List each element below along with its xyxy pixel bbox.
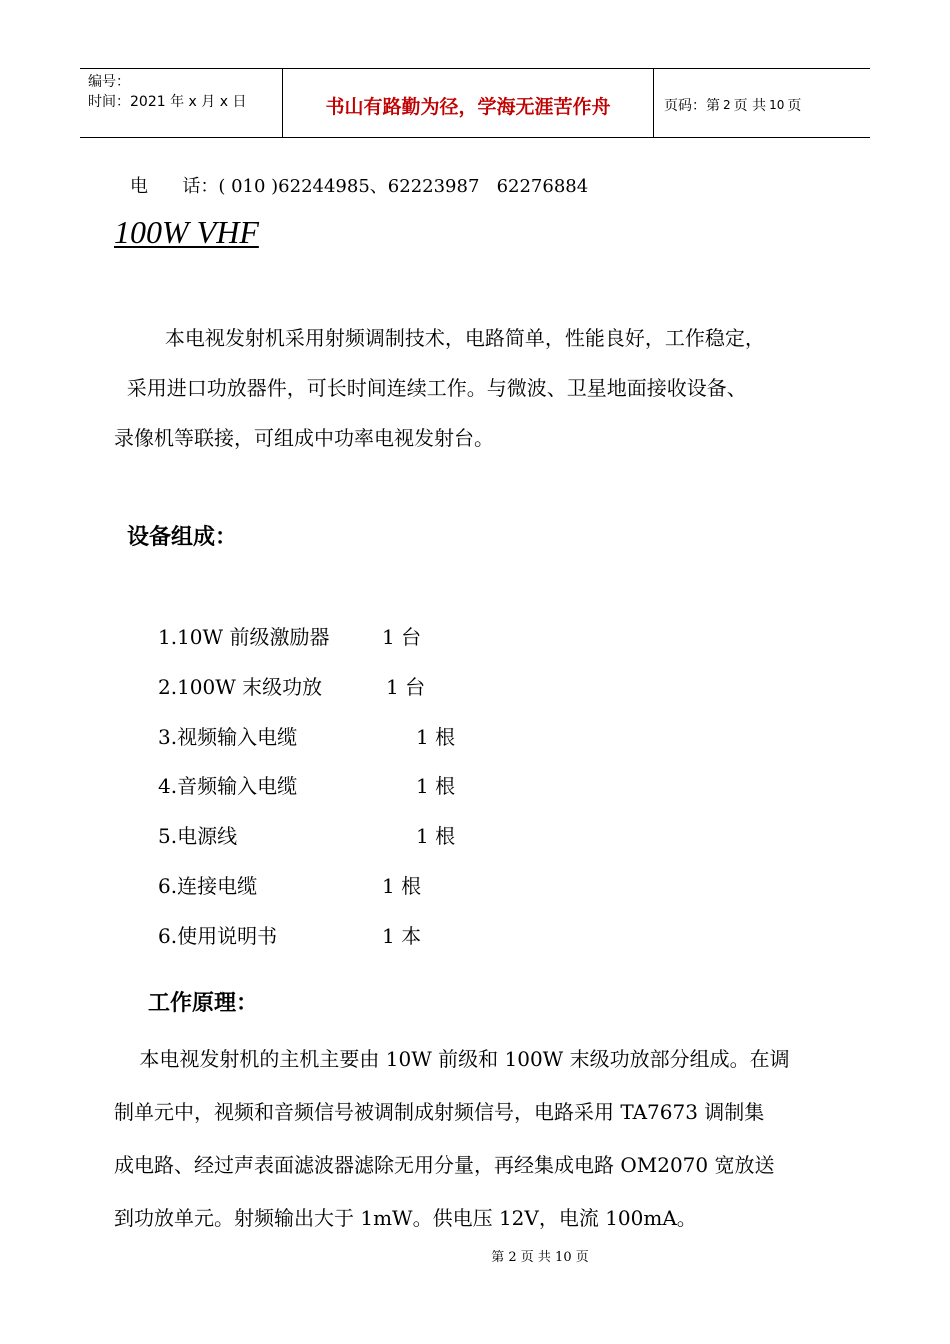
principle-paragraph <box>114 1033 854 1245</box>
list-item <box>158 870 422 899</box>
list-item <box>158 820 456 849</box>
list-item <box>158 770 456 799</box>
page-label-mid: 页 共 <box>733 98 767 114</box>
component-qty: 1 本 <box>382 924 422 948</box>
principle-line: 到功放单元。射频输出大于 1mW。供电压 12V，电流 100mA。 <box>114 1206 697 1230</box>
principle-line: 成电路、经过声表面滤波器滤除无用分量，再经集成电路 OM2070 宽放送 <box>114 1153 775 1177</box>
intro-line: 本电视发射机采用射频调制技术，电路简单，性能良好，工作稳定， <box>114 326 765 350</box>
document-number-label: 编号： <box>88 74 130 90</box>
intro-paragraph <box>114 313 874 463</box>
components-heading: 设备组成： <box>127 525 238 550</box>
phone-line: 电 话：( 010 )62244985、62223987 62276884 <box>130 176 589 197</box>
component-name: 6.使用说明书 <box>158 924 278 948</box>
component-qty: 1 根 <box>382 874 422 898</box>
component-qty: 1 根 <box>416 774 456 798</box>
component-name: 1.10W 前级激励器 <box>158 625 330 649</box>
list-item <box>158 721 456 750</box>
header-meta <box>80 69 282 137</box>
header-page-number <box>654 69 870 137</box>
component-name: 5.电源线 <box>158 824 238 848</box>
component-qty: 1 台 <box>382 625 422 649</box>
component-name: 4.音频输入电缆 <box>158 774 298 798</box>
document-date-label: 时间：2021 年 x 月 x 日 <box>88 94 247 110</box>
intro-line: 采用进口功放器件，可长时间连续工作。与微波、卫星地面接收设备、 <box>114 376 747 400</box>
principle-line: 本电视发射机的主机主要由 10W 前级和 100W 末级功放部分组成。在调 <box>114 1047 790 1071</box>
principle-heading: 工作原理： <box>148 991 259 1016</box>
document-title: 100W VHF <box>114 214 259 250</box>
page-total: 10 <box>769 98 785 112</box>
list-item <box>158 920 422 949</box>
page-header <box>80 68 870 138</box>
component-qty: 1 根 <box>416 824 456 848</box>
page-label-suffix: 页 <box>787 98 802 114</box>
list-item <box>158 621 422 650</box>
component-name: 2.100W 末级功放 <box>158 675 323 699</box>
header-motto: 书山有路勤为径，学海无涯苦作舟 <box>282 69 654 137</box>
component-name: 6.连接电缆 <box>158 874 258 898</box>
intro-line: 录像机等联接，可组成中功率电视发射台。 <box>114 426 494 450</box>
page-label-prefix: 页码：第 <box>664 98 720 114</box>
list-item <box>158 671 426 700</box>
page-current: 2 <box>723 98 731 112</box>
component-qty: 1 台 <box>386 675 426 699</box>
page-footer: 第 2 页 共 10 页 <box>491 1250 589 1265</box>
component-name: 3.视频输入电缆 <box>158 725 298 749</box>
principle-line: 制单元中，视频和音频信号被调制成射频信号，电路采用 TA7673 调制集 <box>114 1100 765 1124</box>
component-qty: 1 根 <box>416 725 456 749</box>
